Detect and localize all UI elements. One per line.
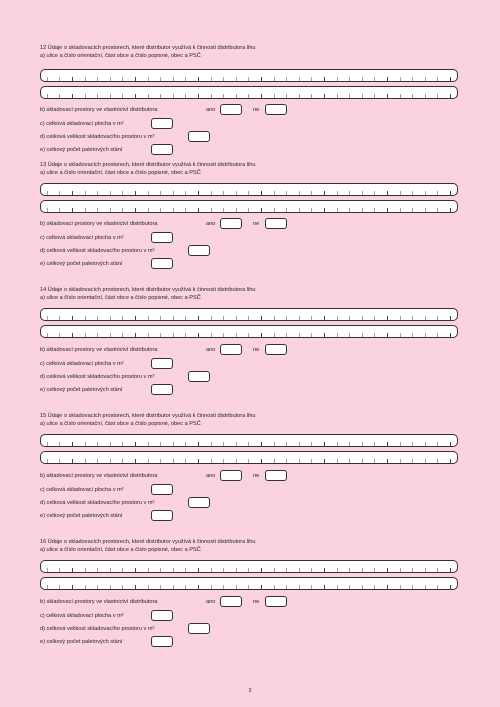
storage-volume-field[interactable] (188, 131, 210, 142)
ownership-label: b) skladovací prostory ve vlastnictví distributora (40, 221, 158, 227)
address-line-1-field[interactable] (40, 434, 458, 447)
section-title: 15 Údaje o skladovacích prostorech, které distributor využívá k činnosti distributora lihu (40, 413, 256, 419)
storage-area-field[interactable] (151, 484, 173, 495)
section-title: 16 Údaje o skladovacích prostorech, které distributor využívá k činnosti distributora lihu (40, 539, 256, 545)
storage-volume-field[interactable] (188, 371, 210, 382)
address-line-1-field[interactable] (40, 308, 458, 321)
page-number: 3 (248, 688, 252, 694)
storage-volume-field[interactable] (188, 497, 210, 508)
ne-checkbox[interactable] (265, 344, 287, 355)
ano-checkbox[interactable] (220, 596, 242, 607)
pallet-count-label: e) celkový počet paletových stání (40, 261, 123, 267)
ownership-label: b) skladovací prostory ve vlastnictví distributora (40, 347, 158, 353)
ano-label: ano (206, 473, 216, 479)
storage-area-field[interactable] (151, 118, 173, 129)
character-ticks (47, 442, 451, 446)
section-title: 14 Údaje o skladovacích prostorech, které distributor využívá k činnosti distributora lihu (40, 287, 256, 293)
ownership-label: b) skladovací prostory ve vlastnictví distributora (40, 107, 158, 113)
character-ticks (47, 316, 451, 320)
address-line-1-field[interactable] (40, 183, 458, 196)
pallet-count-field[interactable] (151, 144, 173, 155)
storage-area-field[interactable] (151, 358, 173, 369)
storage-volume-label: d) celková velikost skladovacího prostoru v m³ (40, 374, 155, 380)
ano-checkbox[interactable] (220, 104, 242, 115)
address-line-2-field[interactable] (40, 86, 458, 99)
storage-area-label: c) celková skladovací plocha v m² (40, 613, 124, 619)
ne-checkbox[interactable] (265, 218, 287, 229)
section-12 (40, 44, 460, 153)
storage-area-label: c) celková skladovací plocha v m² (40, 361, 124, 367)
section-16 (40, 538, 460, 645)
section-14 (40, 286, 460, 393)
section-title: 12 Údaje o skladovacích prostorech, které distributor využívá k činnosti distributora lihu (40, 45, 256, 51)
section-title: 13 Údaje o skladovacích prostorech, které distributor využívá k činnosti distributora lihu (40, 162, 256, 168)
pallet-count-label: e) celkový počet paletových stání (40, 387, 123, 393)
address-label: a) ulice a číslo orientační, část obce a číslo popisné, obec a PSČ (40, 295, 201, 301)
ne-label: ne (253, 107, 260, 113)
section-13 (40, 161, 460, 267)
pallet-count-field[interactable] (151, 384, 173, 395)
pallet-count-label: e) celkový počet paletových stání (40, 513, 123, 519)
character-ticks (47, 77, 451, 81)
address-line-2-field[interactable] (40, 325, 458, 338)
storage-volume-field[interactable] (188, 245, 210, 256)
ne-label: ne (253, 599, 260, 605)
ne-label: ne (253, 347, 260, 353)
storage-area-label: c) celková skladovací plocha v m² (40, 487, 124, 493)
character-ticks (47, 94, 451, 98)
storage-volume-label: d) celková velikost skladovacího prostoru v m³ (40, 248, 155, 254)
pallet-count-label: e) celkový počet paletových stání (40, 639, 123, 645)
character-ticks (47, 568, 451, 572)
ne-checkbox[interactable] (265, 104, 287, 115)
address-line-1-field[interactable] (40, 69, 458, 82)
ano-label: ano (206, 221, 216, 227)
ano-label: ano (206, 599, 216, 605)
ano-checkbox[interactable] (220, 218, 242, 229)
storage-volume-label: d) celková velikost skladovacího prostoru v m³ (40, 626, 155, 632)
character-ticks (47, 585, 451, 589)
pallet-count-field[interactable] (151, 510, 173, 521)
address-line-1-field[interactable] (40, 560, 458, 573)
storage-area-label: c) celková skladovací plocha v m² (40, 121, 124, 127)
storage-volume-label: d) celková velikost skladovacího prostoru v m³ (40, 500, 155, 506)
character-ticks (47, 191, 451, 195)
pallet-count-label: e) celkový počet paletových stání (40, 147, 123, 153)
address-line-2-field[interactable] (40, 200, 458, 213)
ano-checkbox[interactable] (220, 470, 242, 481)
ownership-label: b) skladovací prostory ve vlastnictví distributora (40, 599, 158, 605)
address-label: a) ulice a číslo orientační, část obce a číslo popisné, obec a PSČ (40, 547, 201, 553)
ano-label: ano (206, 347, 216, 353)
ne-label: ne (253, 221, 260, 227)
ano-label: ano (206, 107, 216, 113)
character-ticks (47, 333, 451, 337)
character-ticks (47, 459, 451, 463)
storage-area-field[interactable] (151, 232, 173, 243)
storage-volume-label: d) celková velikost skladovacího prostoru v m³ (40, 134, 155, 140)
address-line-2-field[interactable] (40, 451, 458, 464)
pallet-count-field[interactable] (151, 258, 173, 269)
ownership-label: b) skladovací prostory ve vlastnictví distributora (40, 473, 158, 479)
ne-checkbox[interactable] (265, 470, 287, 481)
address-label: a) ulice a číslo orientační, část obce a číslo popisné, obec a PSČ (40, 421, 201, 427)
pallet-count-field[interactable] (151, 636, 173, 647)
character-ticks (47, 208, 451, 212)
ne-label: ne (253, 473, 260, 479)
address-label: a) ulice a číslo orientační, část obce a číslo popisné, obec a PSČ (40, 170, 201, 176)
storage-area-field[interactable] (151, 610, 173, 621)
section-15 (40, 412, 460, 519)
address-label: a) ulice a číslo orientační, část obce a číslo popisné, obec a PSČ (40, 53, 201, 59)
storage-area-label: c) celková skladovací plocha v m² (40, 235, 124, 241)
storage-volume-field[interactable] (188, 623, 210, 634)
ne-checkbox[interactable] (265, 596, 287, 607)
address-line-2-field[interactable] (40, 577, 458, 590)
ano-checkbox[interactable] (220, 344, 242, 355)
